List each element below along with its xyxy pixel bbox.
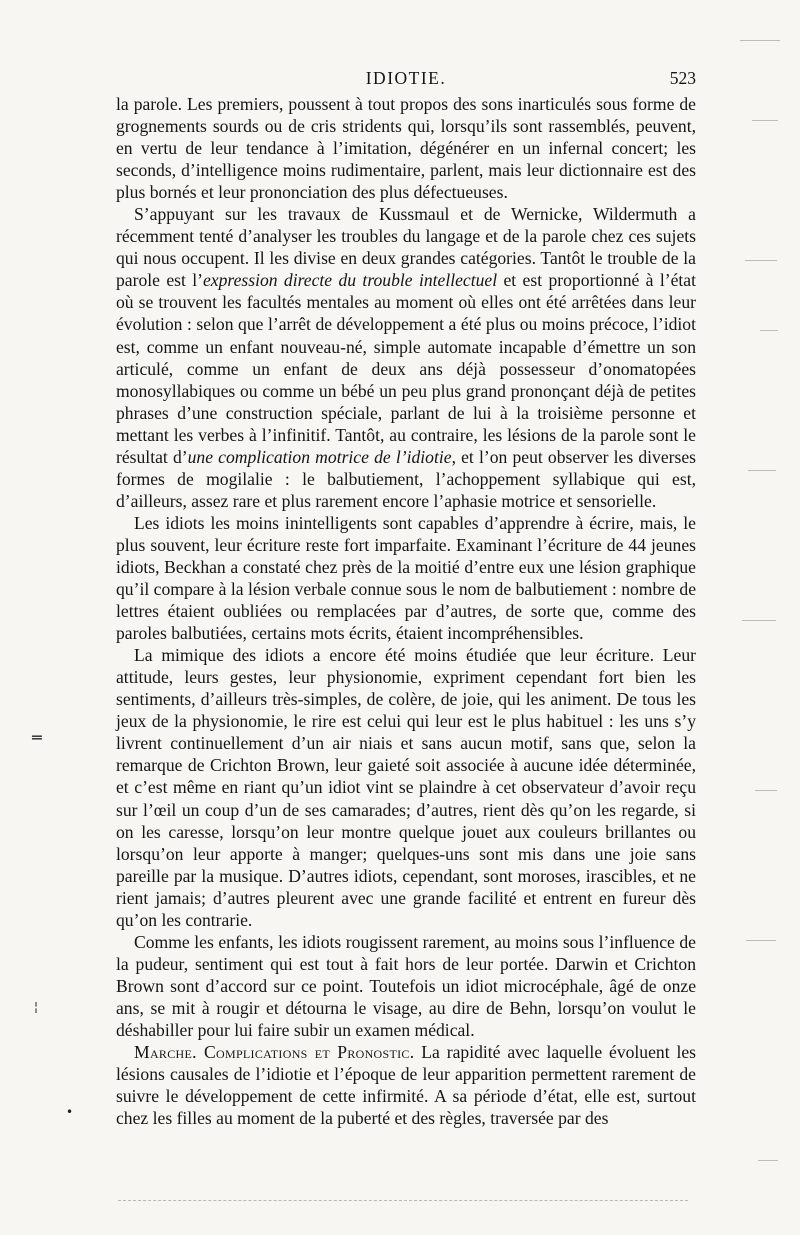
text-run: la parole. Les premiers, poussent à tout propos des sons inarticulés sous forme de grognements sourds ou de cris stridents qui, lorsqu’ils sont rassemblés, peuvent, en vertu de leur tendance à l’imitation, dégénérer en un infernal concert; les seconds, d’intelligence moins rudimentaire, parlent, mais leur dictionnaire est des plus bornés et leur prononciation des plus défectueuses. <box>116 94 696 203</box>
paragraph-p2 <box>116 203 696 512</box>
scan-noise <box>746 940 776 941</box>
text-run: La mimique des idiots a encore été moins étudiée que leur écriture. Leur attitude, leurs gestes, leur physionomie, expriment cependant fort bien les sentiments, d’ailleurs très-simples, de colère, de joie, qui les animent. De tous les jeux de la physionomie, le rire est celui qui leur est le plus habituel : les uns s’y livrent continuellement d’un air niais et sans aucun motif, sans que, selon la remarque de Crichton Brown, leur gaieté soit associée à aucune idée déterminée, et c’est même en riant qu’un idiot vint se plaindre à cet observateur d’avoir reçu sur l’œil un coup d’un de ses camarades; d’autres, rient dès qu’on les regarde, si on les caresse, lorsqu’on leur montre quelque jouet aux couleurs brillantes ou lorsqu’on leur apporte à manger; quelques-uns sont mis dans une joie sans pareille par la musique. D’autres idiots, cependant, sont moroses, irascibles, et ne rient jamais; d’autres pleurent avec une grande facilité et entrent en fureur dès qu’on les contrarie. <box>116 645 696 930</box>
paragraph-p1 <box>116 93 696 203</box>
running-head <box>116 66 696 92</box>
scan-noise <box>748 470 776 471</box>
margin-dot: • <box>66 1105 74 1119</box>
paragraph-p5 <box>116 931 696 1041</box>
scan-noise <box>745 260 777 261</box>
paragraph-p3 <box>116 512 696 644</box>
scan-noise <box>758 1160 778 1161</box>
emphasized-phrase: expression directe du trouble intellectuel <box>202 270 498 291</box>
text-run: La rapidité avec laquelle évoluent les lésions causales de l’idiotie et l’époque de leur apparition permettent rarement de suivre le développement de cette infirmité. A sa période d’état, elle est, surtout chez les filles au moment de la puberté et des règles, traversée par des <box>116 1042 697 1129</box>
page-number: 523 <box>669 68 696 88</box>
margin-smudge: ═ <box>32 728 42 747</box>
scan-noise <box>755 790 777 791</box>
emphasized-phrase: une complication motrice de l’idiotie <box>187 446 452 467</box>
body-text <box>116 93 696 1129</box>
scan-noise <box>742 620 776 621</box>
text-run: , et l’on peut observer les diverses formes de mogilalie : le balbutiement, l’achoppement syllabique qui est, d’ailleurs, assez rare et plus rarement encore l’aphasie motrice et sensorielle. <box>116 446 697 511</box>
text-run: S’appuyant sur les travaux de Kussmaul et de Wernicke, Wildermuth a récemment tenté d’analyser les troubles du langage et de la parole chez ces sujets qui nous occupent. Il les divise en deux grandes catégories. Tantôt le trouble de la parole est l’ <box>116 204 696 291</box>
paragraph-p4 <box>116 644 696 931</box>
margin-smudge: ¦ <box>34 1000 39 1014</box>
scan-noise <box>760 330 778 331</box>
paragraph-p6 <box>116 1041 696 1129</box>
bottom-scan-line <box>118 1200 688 1201</box>
chapter-title: IDIOTIE. <box>365 68 447 88</box>
section-heading: Marche. Complications et Pronostic. <box>134 1042 415 1063</box>
text-run: Les idiots les moins inintelligents sont capables d’apprendre à écrire, mais, le plus souvent, leur écriture reste fort imparfaite. Examinant l’écriture de 44 jeunes idiots, Beckhan a constaté chez près de la moitié d’entre eux une lésion graphique qu’il compare à la lésion verbale connue sous le nom de balbutiement : nombre de lettres étaient oubliées ou remplacées par d’autres, de sorte que, comme des paroles balbutiées, certains mots écrits, étaient incompréhensibles. <box>116 512 696 644</box>
text-run: et est proportionné à l’état où se trouvent les facultés mentales au moment où elles ont été arrêtées dans leur évolution : selon que l’arrêt de développement a été plus ou moins précoce, l’idiot est, comme un enfant nouveau-né, simple automate incapable d’émettre un son articulé, comme un enfant de deux ans déjà possesseur d’onomatopées monosyllabiques ou comme un bébé un peu plus grand prononçant déjà de petites phrases d’une construction spéciale, parlant de lui à la troisième personne et mettant les verbes à l’infinitif. Tantôt, au contraire, les lésions de la parole sont le résultat d’ <box>116 270 696 467</box>
text-run: Comme les enfants, les idiots rougissent rarement, au moins sous l’influence de la pudeur, sentiment qui est tout à fait hors de leur portée. Darwin et Crichton Brown sont d’accord sur ce point. Toutefois un idiot microcéphale, âgé de onze ans, se mit à rougir et détourna le visage, au dire de Behn, lorsqu’on voulut le déshabiller pour lui faire subir un examen médical. <box>116 931 696 1040</box>
scan-noise <box>752 120 778 121</box>
scan-noise <box>740 40 780 41</box>
